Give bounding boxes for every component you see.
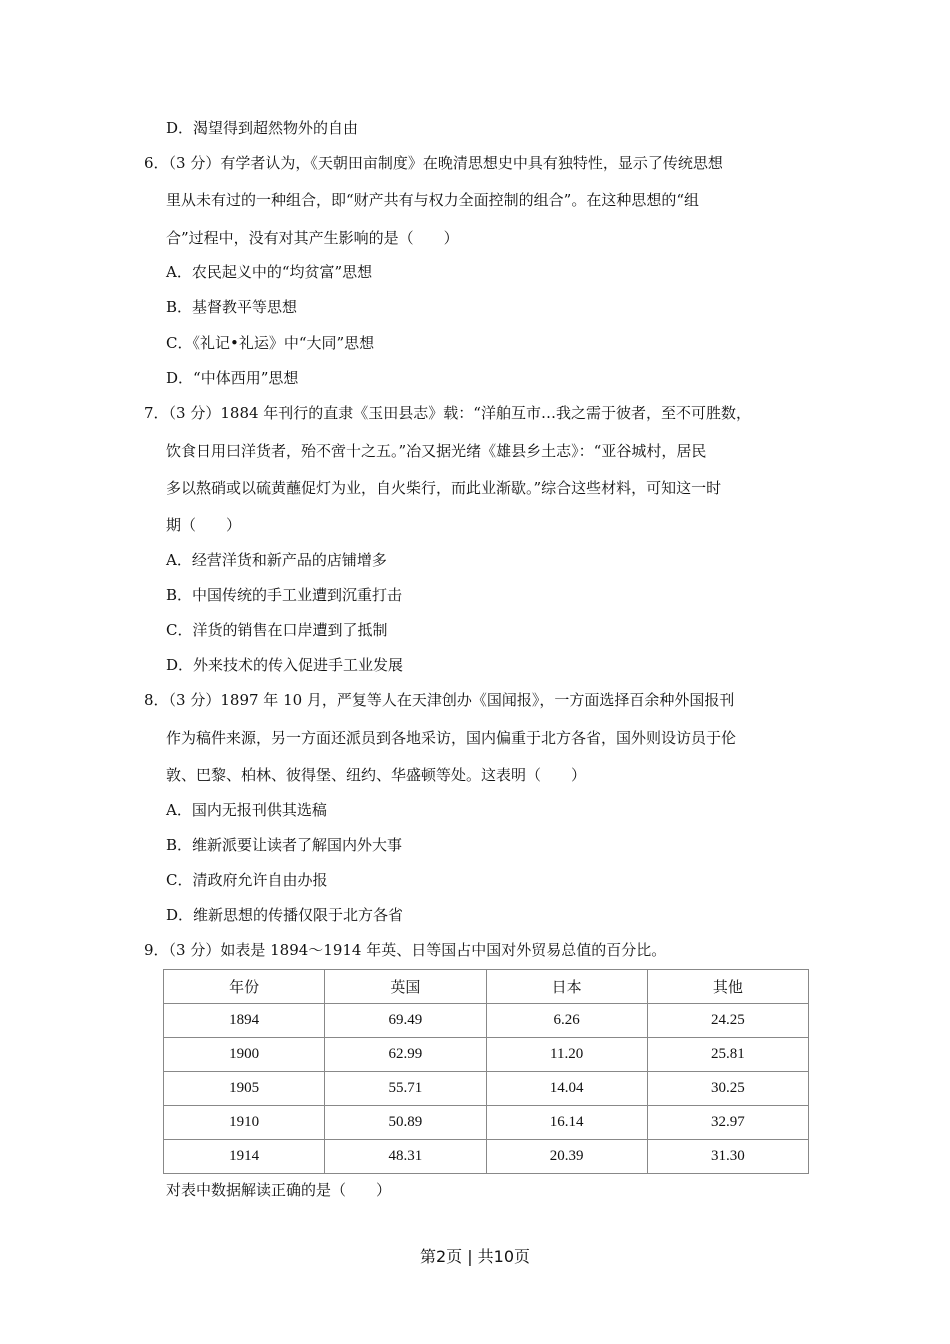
table-cell: 1914 (164, 1140, 325, 1174)
table-cell: 31.30 (647, 1140, 808, 1174)
table-cell: 69.49 (325, 1004, 486, 1038)
q6-stem-line-1: 6．（3 分）有学者认为，《天朝田亩制度》在晚清思想史中具有独特性，显示了传统思想 (144, 154, 723, 172)
q5-option-d: D．渴望得到超然物外的自由 (166, 119, 359, 137)
q8-stem-line-1: 8．（3 分）1897 年 10 月，严复等人在天津创办《国闻报》，一方面选择百余种外国报刊 (144, 691, 735, 709)
header-cell: 英国 (325, 970, 486, 1004)
q6-option-a: A．农民起义中的“均贫富”思想 (166, 263, 373, 281)
table-cell: 32.97 (647, 1106, 808, 1140)
q7-option-b: B．中国传统的手工业遭到沉重打击 (166, 586, 403, 604)
q8-stem-line-3: 敦、巴黎、柏林、彼得堡、纽约、华盛顿等处。这表明（ ） (166, 766, 587, 784)
table-cell: 62.99 (325, 1038, 486, 1072)
table-cell: 1905 (164, 1072, 325, 1106)
q6-stem-line-3: 合”过程中，没有对其产生影响的是（ ） (166, 229, 459, 247)
q7-option-a: A．经营洋货和新产品的店铺增多 (166, 551, 387, 569)
header-cell: 其他 (647, 970, 808, 1004)
trade-share-table (163, 969, 809, 1174)
table-row (164, 1004, 809, 1038)
q6-option-d: D．“中体西用”思想 (166, 369, 299, 387)
page-footer: 第2页 | 共10页 (419, 1247, 531, 1266)
table-cell: 24.25 (647, 1004, 808, 1038)
q8-option-c: C．清政府允许自由办报 (166, 871, 328, 889)
table-cell: 20.39 (486, 1140, 647, 1174)
table-cell: 55.71 (325, 1072, 486, 1106)
q9-followup: 对表中数据解读正确的是（ ） (166, 1181, 392, 1199)
table-cell: 1900 (164, 1038, 325, 1072)
q8-option-d: D．维新思想的传播仅限于北方各省 (166, 906, 404, 924)
q6-stem-line-2: 里从未有过的一种组合，即“财产共有与权力全面控制的组合”。在这种思想的“组 (166, 191, 700, 209)
table-cell: 6.26 (486, 1004, 647, 1038)
q8-option-b: B．维新派要让读者了解国内外大事 (166, 836, 403, 854)
header-cell: 年份 (164, 970, 325, 1004)
table-cell: 30.25 (647, 1072, 808, 1106)
q7-stem-line-2: 饮食日用曰洋货者，殆不啻十之五。”冶又据光绪《雄县乡土志》：“亚谷城村，居民 (166, 442, 707, 460)
table-cell: 1894 (164, 1004, 325, 1038)
q7-stem-line-4: 期（ ） (166, 516, 242, 534)
table-cell: 50.89 (325, 1106, 486, 1140)
header-cell: 日本 (486, 970, 647, 1004)
table-cell: 11.20 (486, 1038, 647, 1072)
table-cell: 48.31 (325, 1140, 486, 1174)
table-cell: 14.04 (486, 1072, 647, 1106)
q7-option-c: C．洋货的销售在口岸遭到了抵制 (166, 621, 388, 639)
q7-stem-line-1: 7．（3 分）1884 年刊行的直隶《玉田县志》载：“洋舶互市…我之需于彼者，至不可胜数， (144, 404, 751, 422)
table-cell: 16.14 (486, 1106, 647, 1140)
table-header-row (164, 970, 809, 1004)
q7-stem-line-3: 多以熬硝或以硫黄蘸促灯为业，自火柴行，而此业渐歇。”综合这些材料，可知这一时 (166, 479, 722, 497)
table-row (164, 1038, 809, 1072)
q6-option-c: C．《礼记•礼运》中“大同”思想 (166, 334, 375, 352)
table-cell: 1910 (164, 1106, 325, 1140)
table-row (164, 1140, 809, 1174)
q9-stem-line-1: 9．（3 分）如表是 1894～1914 年英、日等国占中国对外贸易总值的百分比。 (144, 941, 667, 959)
q8-stem-line-2: 作为稿件来源，另一方面还派员到各地采访，国内偏重于北方各省，国外则设访员于伦 (166, 729, 737, 747)
q8-option-a: A．国内无报刊供其选稿 (166, 801, 327, 819)
q6-option-b: B．基督教平等思想 (166, 298, 298, 316)
q7-option-d: D．外来技术的传入促进手工业发展 (166, 656, 404, 674)
table-cell: 25.81 (647, 1038, 808, 1072)
table-row (164, 1072, 809, 1106)
table-row (164, 1106, 809, 1140)
